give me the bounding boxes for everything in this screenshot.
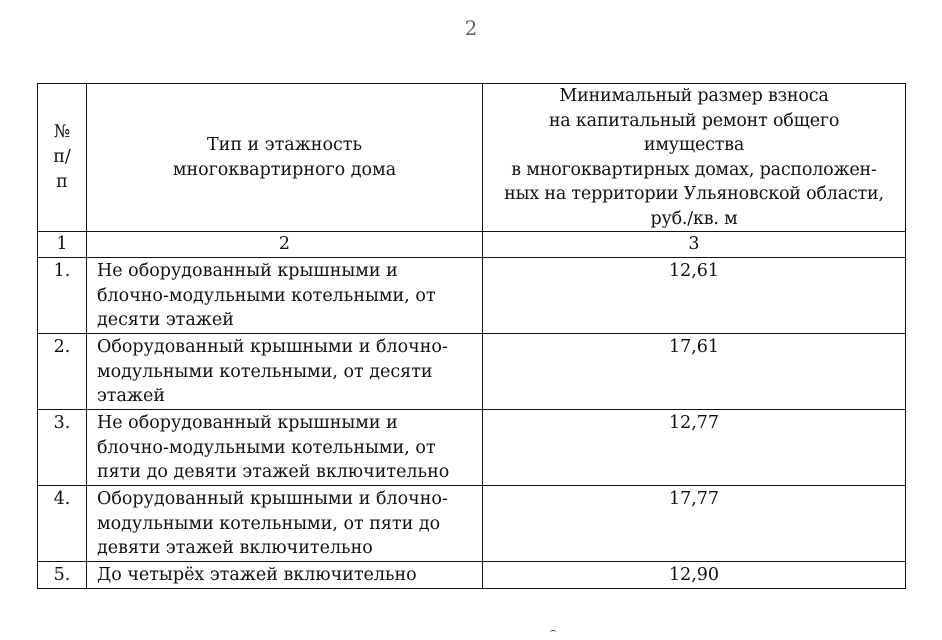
table-header-row — [38, 84, 906, 232]
column-number: 1 — [38, 232, 87, 258]
row-description-line: пяти до девяти этажей включительно — [97, 462, 450, 482]
column-number: 3 — [483, 232, 906, 258]
column-number: 2 — [87, 232, 483, 258]
header-number-cell — [38, 84, 87, 232]
header-amount-line: в многоквартирных домах, расположен- — [511, 159, 877, 180]
row-value: 12,90 — [483, 562, 906, 589]
header-number-line: п/ — [53, 147, 71, 167]
row-value: 12,61 — [483, 258, 906, 334]
table-row — [38, 486, 906, 562]
row-description-line: Оборудованный крышными и блочно- — [97, 489, 448, 509]
header-type-line: многоквартирного дома — [172, 159, 397, 180]
table-row — [38, 410, 906, 486]
row-description-line: До четырёх этажей включительно — [97, 565, 417, 585]
table-row — [38, 258, 906, 334]
row-description — [87, 486, 483, 562]
contribution-rates-table — [37, 83, 906, 589]
header-amount-line: руб./кв. м — [650, 208, 738, 229]
row-description — [87, 410, 483, 486]
header-amount-line: на капитальный ремонт общего — [548, 110, 840, 131]
page-number: 2 — [464, 16, 478, 40]
row-number: 3. — [38, 410, 87, 486]
row-description-line: Оборудованный крышными и блочно- — [97, 337, 448, 357]
row-description-line: этажей — [97, 386, 166, 406]
header-amount-line: имущества — [643, 135, 745, 155]
row-number: 2. — [38, 334, 87, 410]
row-description-line: модульными котельными, от пяти до — [97, 513, 441, 534]
header-type-line: Тип и этажность — [206, 135, 362, 155]
header-number-line: № — [53, 122, 71, 142]
header-amount-cell — [483, 84, 906, 232]
header-number-line: п — [56, 172, 68, 192]
row-value: 17,77 — [483, 486, 906, 562]
row-description-line: модульными котельными, от десяти — [97, 361, 433, 382]
header-amount-line: Минимальный размер взноса — [559, 86, 829, 106]
row-description-line: блочно-модульными котельными, от — [97, 437, 436, 458]
row-value: 12,77 — [483, 410, 906, 486]
row-number: 5. — [38, 562, 87, 589]
row-description-line: десяти этажей — [97, 310, 234, 330]
page-edge-mark — [550, 630, 556, 634]
row-description-line: Не оборудованный крышными и — [97, 413, 398, 433]
row-description-line: девяти этажей включительно — [97, 538, 373, 558]
row-description-line: блочно-модульными котельными, от — [97, 285, 436, 306]
row-description-line: Не оборудованный крышными и — [97, 261, 398, 281]
row-value: 17,61 — [483, 334, 906, 410]
row-number: 1. — [38, 258, 87, 334]
row-number: 4. — [38, 486, 87, 562]
row-description — [87, 258, 483, 334]
header-type-cell — [87, 84, 483, 232]
row-description — [87, 334, 483, 410]
header-amount-line: ных на территории Ульяновской области, — [504, 184, 884, 204]
row-description — [87, 562, 483, 589]
table-row — [38, 334, 906, 410]
table-row — [38, 562, 906, 589]
column-number-row — [38, 232, 906, 258]
